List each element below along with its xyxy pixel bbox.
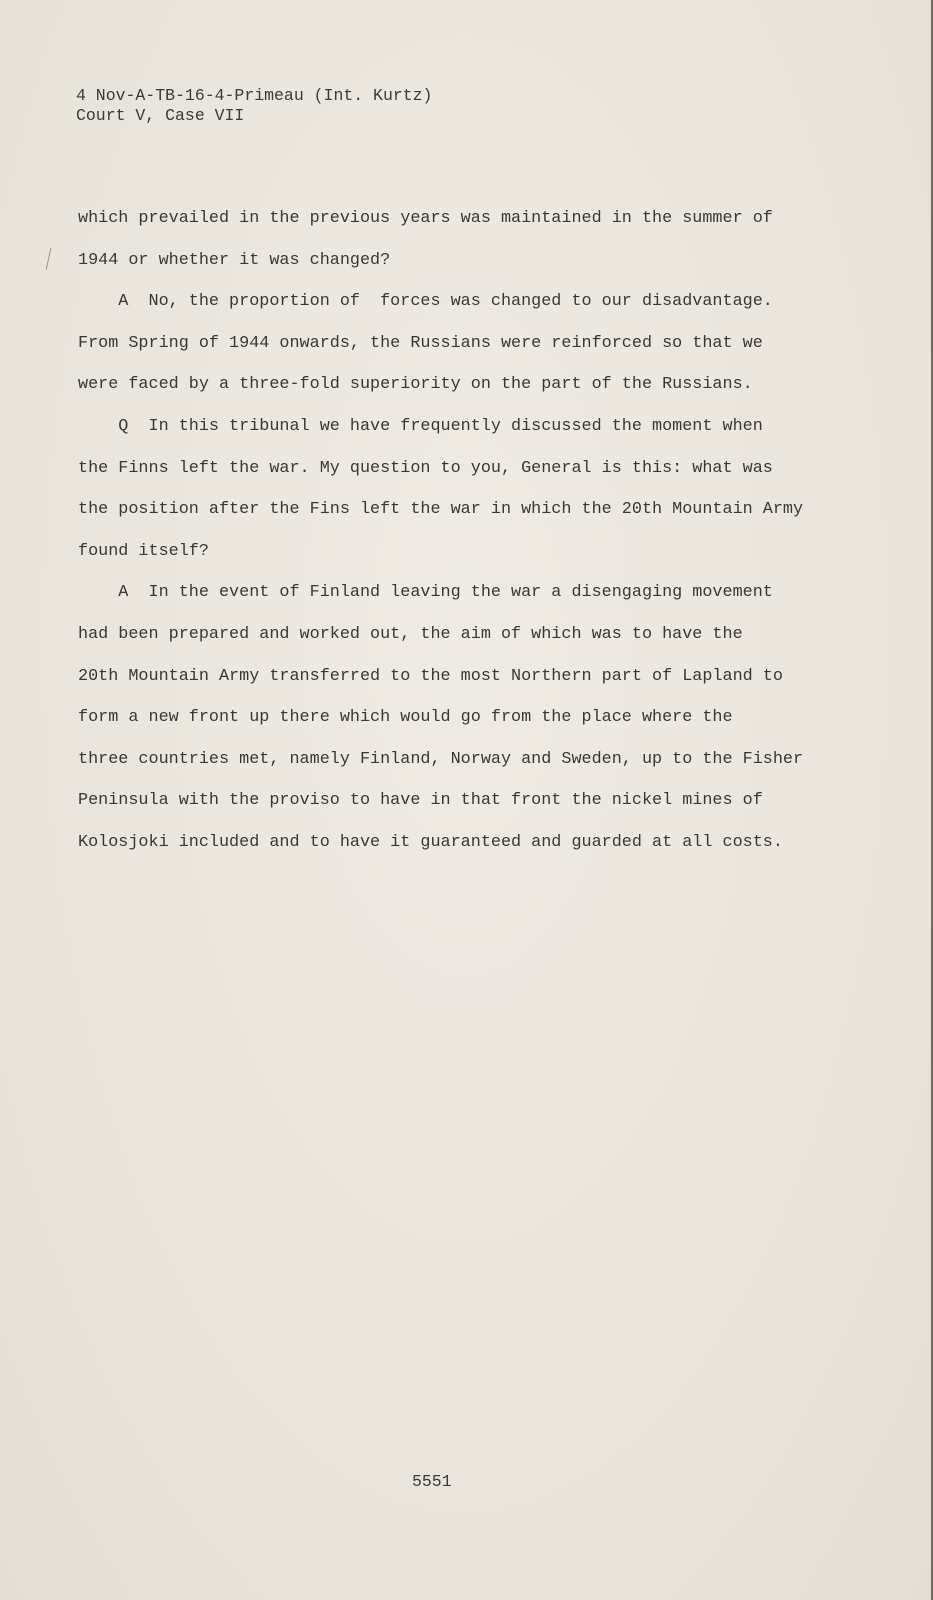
body-line: the Finns left the war. My question to you, General is this: what was — [78, 458, 773, 478]
body-line: Peninsula with the proviso to have in that front the nickel mines of — [78, 791, 763, 811]
body-line: were faced by a three-fold superiority on the part of the Russians. — [78, 375, 753, 395]
body-line: had been prepared and worked out, the aim of which was to have the — [78, 624, 743, 644]
header-reference: 4 Nov-A-TB-16-4-Primeau (Int. Kurtz) — [76, 86, 433, 105]
body-line: From Spring of 1944 onwards, the Russians were reinforced so that we — [78, 333, 763, 353]
header-court-case: Court V, Case VII — [76, 106, 245, 125]
body-line: Kolosjoki included and to have it guaranteed and guarded at all costs. — [78, 832, 783, 852]
page-number: 5551 — [412, 1472, 452, 1491]
document-header — [76, 86, 432, 126]
body-line: Q In this tribunal we have frequently discussed the moment when — [78, 416, 763, 436]
body-line: form a new front up there which would go from the place where the — [78, 708, 733, 728]
margin-mark — [46, 248, 52, 270]
body-line: A In the event of Finland leaving the war a disengaging movement — [78, 583, 773, 603]
body-line: 20th Mountain Army transferred to the most Northern part of Lapland to — [78, 666, 783, 686]
transcript-body — [78, 198, 848, 864]
body-line: three countries met, namely Finland, Norway and Sweden, up to the Fisher — [78, 749, 804, 769]
body-line: which prevailed in the previous years was maintained in the summer of — [78, 209, 773, 228]
body-line: found itself? — [78, 541, 209, 561]
body-line: the position after the Fins left the war in which the 20th Mountain Army — [78, 500, 804, 520]
body-line: 1944 or whether it was changed? — [78, 250, 391, 270]
body-line: A No, the proportion of forces was changed to our disadvantage. — [78, 292, 773, 312]
